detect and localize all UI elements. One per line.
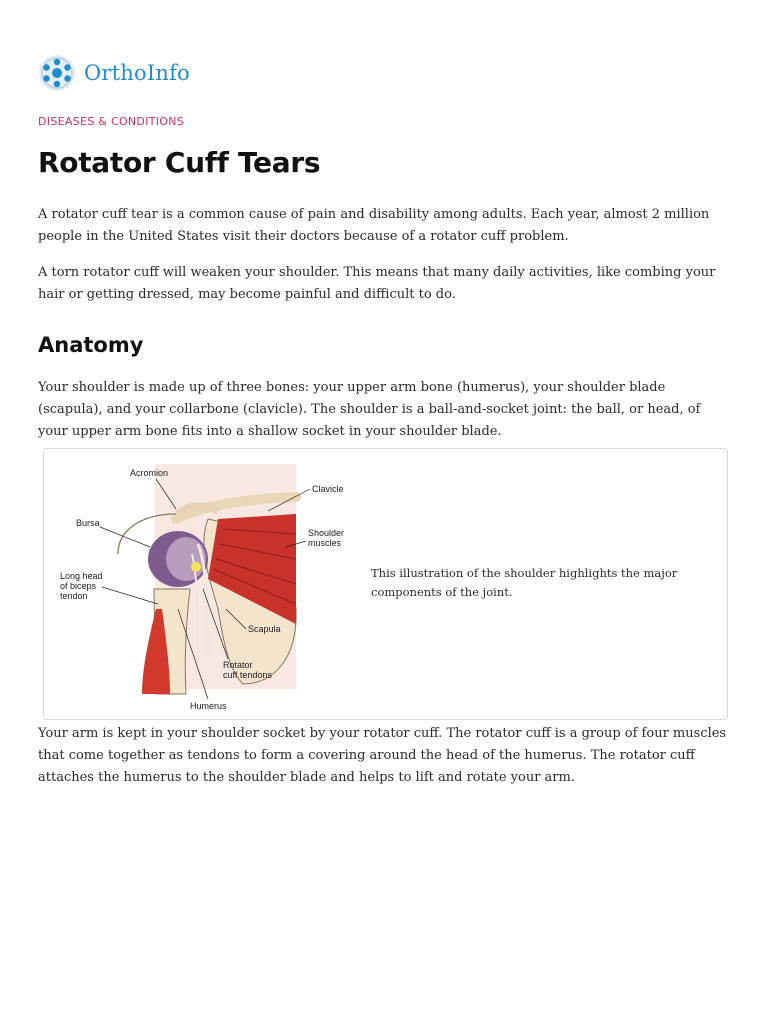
page-title: Rotator Cuff Tears (38, 146, 321, 179)
intro-paragraph-1: A rotator cuff tear is a common cause of pain and disability among adults. Each year, almost 2 million people in the United States visit their doctors because of a rotator cuff problem. (38, 207, 710, 244)
anatomy-paragraph-1: Your shoulder is made up of three bones: your upper arm bone (humerus), your shoulder blade (scapula), and your collarbone (clavicle). The shoulder is a ball-and-socket joint: the ball, or head, of your upper arm bone fits into a shallow socket in your shoulder blade. (38, 380, 701, 439)
anatomy-paragraph-2: Your arm is kept in your shoulder socket by your rotator cuff. The rotator cuff is a group of four muscles that come together as tendons to form a covering around the head of the humerus. The rotator cuff attaches the humerus to the shoulder blade and helps to lift and rotate your arm. (38, 726, 727, 785)
figure-label: Long head (60, 571, 103, 581)
intro-paragraph-2: A torn rotator cuff will weaken your shoulder. This means that many daily activities, like combing your hair or getting dressed, may become painful and difficult to do. (38, 265, 716, 302)
anatomy-heading: Anatomy (38, 333, 144, 357)
figure-label: tendon (60, 591, 88, 601)
figure-label: of biceps (60, 581, 97, 591)
figure-label: Bursa (76, 518, 100, 528)
figure-label: muscles (308, 538, 342, 548)
figure-label: Shoulder (308, 528, 345, 538)
site-logo[interactable] (38, 53, 190, 93)
logo-text: OrthoInfo (84, 61, 190, 85)
anatomy-figure (43, 448, 728, 720)
figure-label: cuff tendons (223, 670, 272, 680)
figure-caption: This illustration of the shoulder highlights the major components of the joint. (371, 566, 678, 599)
figure-label: Acromion (130, 468, 169, 478)
orthoinfo-logo-icon (38, 54, 76, 92)
figure-label: Scapula (248, 624, 281, 634)
shoulder-illustration (58, 459, 358, 715)
category-link[interactable]: DISEASES & CONDITIONS (38, 115, 185, 128)
figure-label: Clavicle (312, 484, 344, 494)
figure-label: Rotator (223, 660, 253, 670)
figure-label: Humerus (190, 701, 227, 711)
